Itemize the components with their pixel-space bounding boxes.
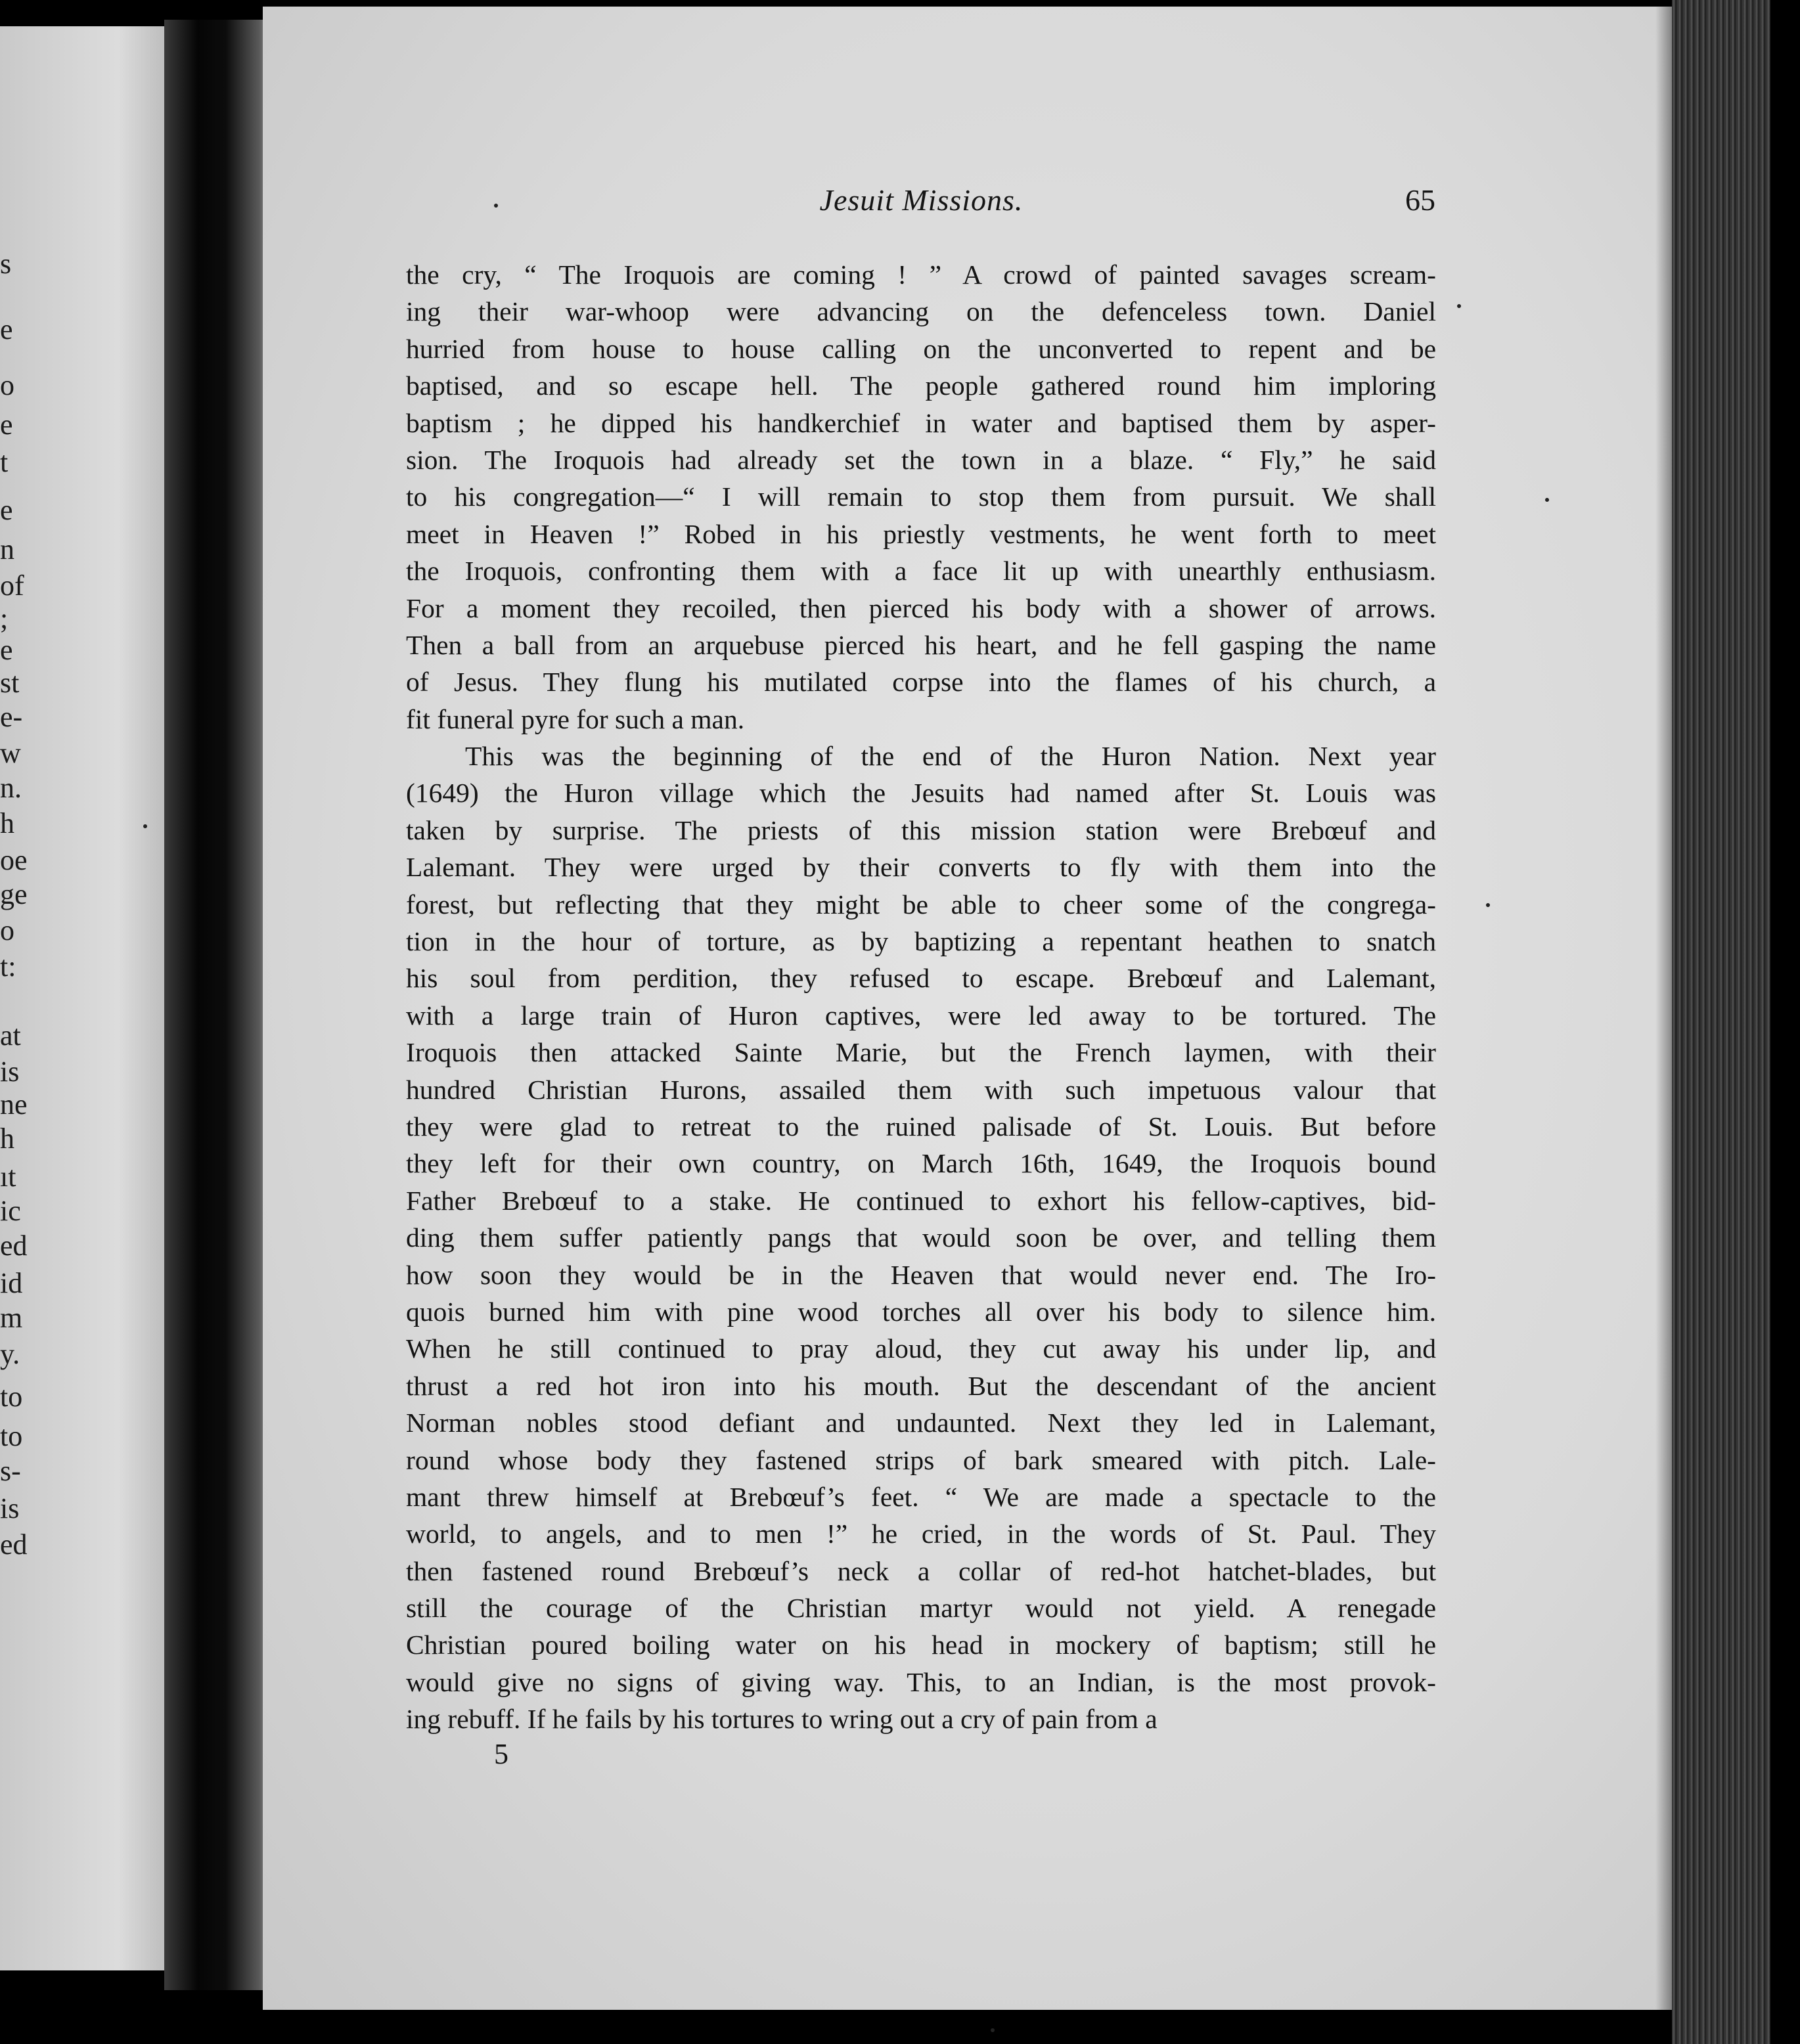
text-line: his soul from perdition, they refused to escape. Brebœuf and Lalemant, [406, 963, 1436, 994]
signature-mark: 5 [494, 1738, 508, 1770]
text-line: Iroquois then attacked Sainte Marie, but the French laymen, with their [406, 1037, 1436, 1068]
page-block-edges [1672, 0, 1770, 2044]
margin-fragment: h [0, 1122, 14, 1155]
margin-fragment: n. [0, 772, 22, 804]
margin-fragment: h [0, 807, 14, 839]
text-line: ing rebuff. If he fails by his tortures to wring out a cry of pain from a [406, 1704, 1158, 1735]
margin-fragment: o [0, 914, 14, 946]
paper-speck [1486, 903, 1490, 907]
text-line: sion. The Iroquois had already set the town in a blaze. “ Fly,” he said [406, 444, 1436, 475]
text-line: how soon they would be in the Heaven that would never end. The Iro- [406, 1259, 1436, 1290]
margin-fragment: e [0, 409, 13, 441]
text-line: meet in Heaven !” Robed in his priestly vestments, he went forth to meet [406, 518, 1436, 549]
text-line: Norman nobles stood defiant and undaunted. Next they led in Lalemant, [406, 1408, 1436, 1438]
text-line: they were glad to retreat to the ruined palisade of St. Louis. But before [406, 1111, 1436, 1142]
text-line: with a large train of Huron captives, were led away to be tortured. The [406, 1000, 1436, 1031]
text-line: taken by surprise. The priests of this mission station were Brebœuf and [406, 814, 1436, 845]
margin-fragment: at [0, 1019, 21, 1052]
margin-fragment: ıt [0, 1161, 16, 1193]
text-line: forest, but reflecting that they might be able to cheer some of the congrega- [406, 889, 1436, 920]
margin-fragment: s [0, 248, 12, 280]
running-title: Jesuit Missions. [819, 183, 1024, 217]
text-line: (1649) the Huron village which the Jesuits had named after St. Louis was [406, 778, 1436, 809]
text-line: then fastened round Brebœuf’s neck a collar of red-hot hatchet-blades, but [406, 1555, 1436, 1586]
text-line: world, to angels, and to men !” he cried, in the words of St. Paul. They [406, 1519, 1436, 1549]
text-line: round whose body they fastened strips of bark smeared with pitch. Lale- [406, 1444, 1436, 1475]
text-line: tion in the hour of torture, as by baptizing a repentant heathen to snatch [406, 926, 1436, 957]
text-line: thrust a red hot iron into his mouth. But the descendant of the ancient [406, 1370, 1436, 1401]
margin-fragment: s- [0, 1455, 21, 1487]
margin-fragment: ic [0, 1195, 21, 1227]
margin-fragment: m [0, 1302, 23, 1334]
page-number: 65 [1405, 183, 1435, 217]
text-line: Christian poured boiling water on his head in mockery of baptism; still he [406, 1630, 1436, 1660]
paper-speck [1457, 304, 1461, 308]
margin-fragment: st [0, 667, 20, 699]
text-line: to his congregation—“ I will remain to stop them from pursuit. We shall [406, 481, 1436, 512]
margin-fragment: of [0, 569, 24, 602]
paper-speck [991, 2028, 995, 2032]
margin-fragment: e [0, 634, 13, 666]
margin-fragment: t [0, 446, 9, 478]
text-line: Lalemant. They were urged by their converts to fly with them into the [406, 852, 1436, 883]
text-line: Father Brebœuf to a stake. He continued to exhort his fellow-captives, bid- [406, 1185, 1436, 1216]
text-line: hundred Christian Hurons, assailed them with such impetuous valour that [406, 1074, 1436, 1105]
text-line: ing their war-whoop were advancing on the defenceless town. Daniel [406, 296, 1436, 327]
book-gutter [164, 20, 276, 1990]
text-line: ding them suffer patiently pangs that would soon be over, and telling them [406, 1222, 1436, 1253]
text-line: hurried from house to house calling on the unconverted to repent and be [406, 333, 1436, 364]
text-line: the cry, “ The Iroquois are coming ! ” A crowd of painted savages scream- [406, 259, 1436, 290]
margin-fragment: is [0, 1492, 20, 1524]
margin-fragment: to [0, 1381, 23, 1413]
text-line: Then a ball from an arquebuse pierced his heart, and he fell gasping the name [406, 629, 1436, 660]
text-line: would give no signs of giving way. This, to an Indian, is the most provok- [406, 1666, 1436, 1697]
paper-speck [143, 824, 147, 828]
margin-fragment: is [0, 1055, 20, 1088]
text-line: of Jesus. They flung his mutilated corpse into the flames of his church, a [406, 667, 1436, 698]
margin-fragment: o [0, 369, 14, 401]
text-line: When he still continued to pray aloud, they cut away his under lip, and [406, 1333, 1436, 1364]
paragraph-2 [406, 738, 1436, 1738]
margin-fragment: y. [0, 1338, 20, 1370]
running-head [407, 183, 1435, 229]
margin-fragment: e [0, 313, 13, 345]
margin-fragment: ed [0, 1230, 28, 1262]
text-line: they left for their own country, on March 16th, 1649, the Iroquois bound [406, 1148, 1436, 1179]
text-line: mant threw himself at Brebœuf’s feet. “ We are made a spectacle to the [406, 1481, 1436, 1512]
margin-fragment: id [0, 1267, 23, 1299]
margin-fragment: e [0, 494, 13, 526]
body-text [406, 256, 1436, 1738]
text-line: still the courage of the Christian martyr would not yield. A renegade [406, 1593, 1436, 1624]
text-line: baptised, and so escape hell. The people gathered round him imploring [406, 370, 1436, 401]
margin-fragment: ed [0, 1528, 28, 1561]
text-line: This was the beginning of the end of the Huron Nation. Next year [465, 741, 1436, 772]
paper-speck [1545, 498, 1549, 502]
text-line: the Iroquois, confronting them with a face lit up with unearthly enthusiasm. [406, 556, 1436, 587]
text-line: quois burned him with pine wood torches all over his body to silence him. [406, 1296, 1436, 1327]
text-line: For a moment they recoiled, then pierced his body with a shower of arrows. [406, 592, 1436, 623]
margin-fragment: e- [0, 701, 23, 733]
text-line: baptism ; he dipped his handkerchief in water and baptised them by asper- [406, 407, 1436, 438]
margin-fragment: ne [0, 1088, 28, 1121]
margin-fragment: t: [0, 950, 16, 983]
margin-fragment: w [0, 737, 21, 769]
margin-fragment: n [0, 533, 14, 566]
paragraph-1 [406, 256, 1436, 738]
margin-fragment: oe [0, 844, 28, 876]
paper-speck [494, 204, 498, 208]
margin-fragment: ; [0, 602, 9, 634]
text-line: fit funeral pyre for such a man. [406, 703, 745, 734]
margin-fragment: to [0, 1420, 23, 1452]
margin-fragment: ge [0, 878, 28, 910]
